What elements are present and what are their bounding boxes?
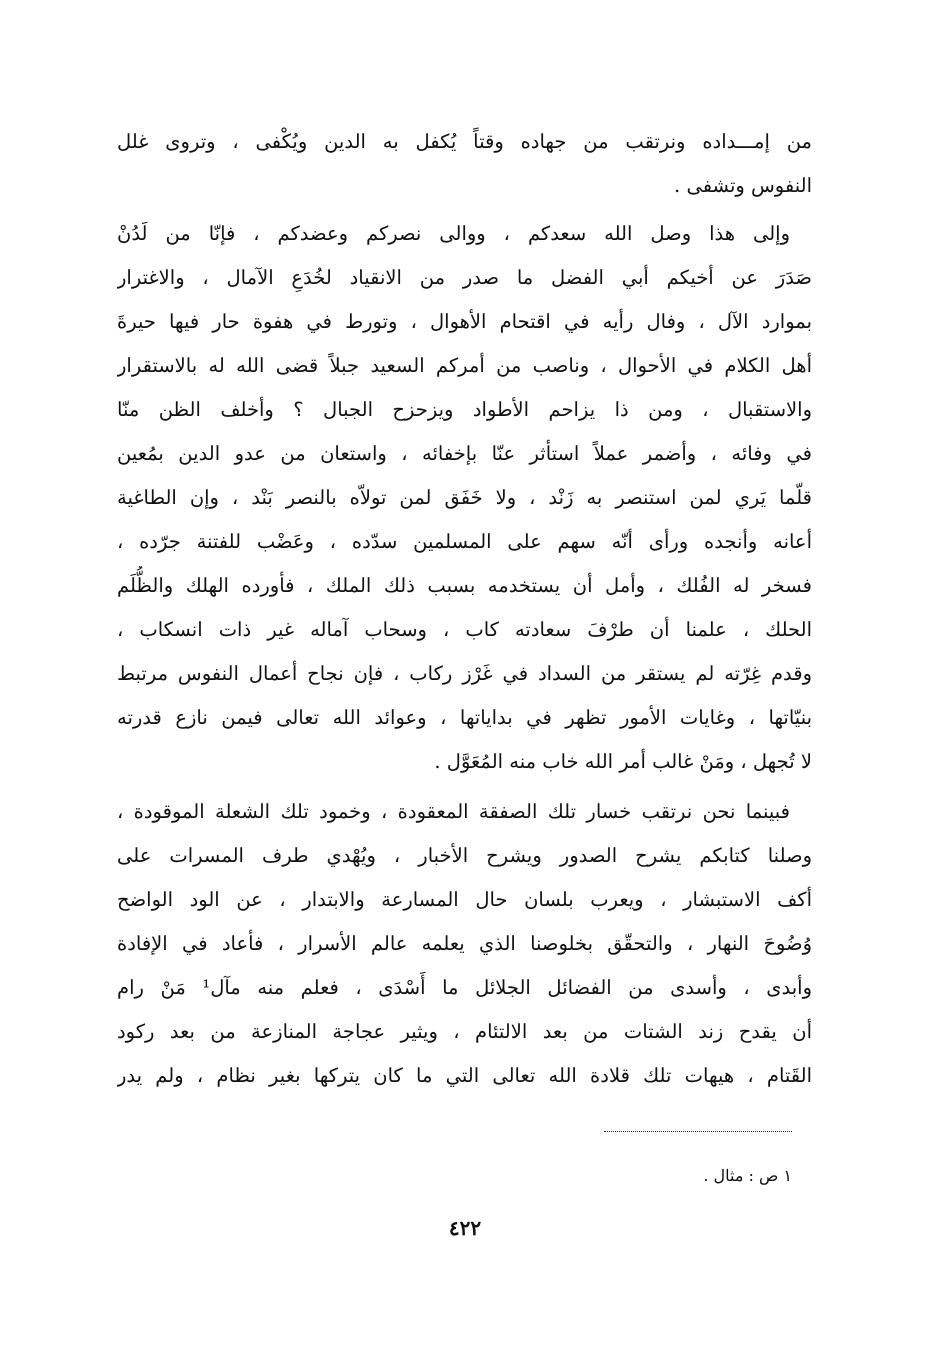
text-line: من إمـــداده ونرتقب من جهاده وقتاً يُكفل به الدين ويُكْفى ، وتروى غلل	[117, 130, 812, 153]
text-line: صَدَرَ عن أخيكم أبي الفضل ما صدر من الانقياد لخُدَعِ الآمال ، والاغترار	[117, 266, 812, 289]
text-line: وإلى هذا وصل الله سعدكم ، ووالى نصركم وعضدكم ، فإنّا من لَدُنْ	[117, 222, 790, 245]
text-line: وُضُوحَ النهار ، والتحقّق بخلوصنا الذي يعلمه عالم الأسرار ، فأعاد في الإفادة	[117, 932, 812, 955]
text-line: أن يقدح زند الشتات من بعد الالتئام ، ويثير عجاجة المنازعة من بعد ركود	[117, 1020, 812, 1043]
text-line: وصلنا كتابكم يشرح الصدور ويشرح الأخبار ، ويُهْدي طرف المسرات على	[117, 844, 812, 867]
text-line: بموارد الآل ، وفال رأيه في اقتحام الأهوال ، وتورط في هفوة حار فيها حيرةَ	[117, 310, 812, 333]
text-line: فبينما نحن نرتقب خسار تلك الصفقة المعقودة ، وخمود تلك الشعلة الموقودة ،	[117, 800, 790, 823]
text-line: أكف الاستبشار ، ويعرب بلسان حال المسارعة والابتدار ، عن الود الواضح	[117, 888, 812, 911]
page-number: ٤٢٢	[448, 1216, 482, 1240]
text-line: قلّما يَري لمن استنصر به زَنْد ، ولا خَفَق لمن تولاّه بالنصر بَنْد ، وإن الطاغية	[117, 486, 812, 509]
text-line: والاستقبال ، ومن ذا يزاحم الأطواد ويزحزح الجبال ؟ وأخلف الظن منّا	[117, 398, 812, 421]
text-line: وأبدى ، وأسدى من الفضائل الجلائل ما أَسْدَى ، فعلم منه مآل¹ مَنْ رام	[117, 976, 812, 999]
text-line: بنيّاتها ، وغايات الأمور تظهر في بداياتها ، وعوائد الله تعالى فيمن نازع قدرته	[117, 706, 812, 729]
footnote: ١ ص : مثال .	[703, 1166, 792, 1185]
text-line: أعانه وأنجده ورأى أنّه سهم على المسلمين سدّده ، وعَضْب للفتنة جرّده ،	[117, 530, 812, 553]
text-line: النفوس وتشفى .	[674, 174, 812, 197]
footnote-divider	[604, 1131, 792, 1132]
text-line: الحلك ، علمنا أن طرْفَ سعادته كاب ، وسحاب آماله غير ذات انسكاب ،	[117, 618, 812, 641]
text-line: أهل الكلام في الأحوال ، وناصب من أمركم السعيد جبلاً قضى الله له بالاستقرار	[117, 354, 812, 377]
text-line: القَتام ، هيهات تلك قلادة الله تعالى التي ما كان يتركها بغير نظام ، ولم يدر	[117, 1064, 812, 1087]
text-line: في وفائه ، وأضمر عملاً استأثر عنّا بإخفائه ، واستعان من عدو الدين بمُعين	[117, 442, 812, 465]
text-line: فسخر له الفُلك ، وأمل أن يستخدمه بسبب ذلك الملك ، فأورده الهلك والظُّلَم	[117, 574, 812, 597]
text-line: وقدم غِرّته لم يستقر من السداد في غَرْز ركاب ، فإن نجاح أعمال النفوس مرتبط	[117, 662, 812, 685]
text-line: لا تُجهل ، ومَنْ غالب أمر الله خاب منه المُعَوَّل .	[434, 750, 812, 773]
